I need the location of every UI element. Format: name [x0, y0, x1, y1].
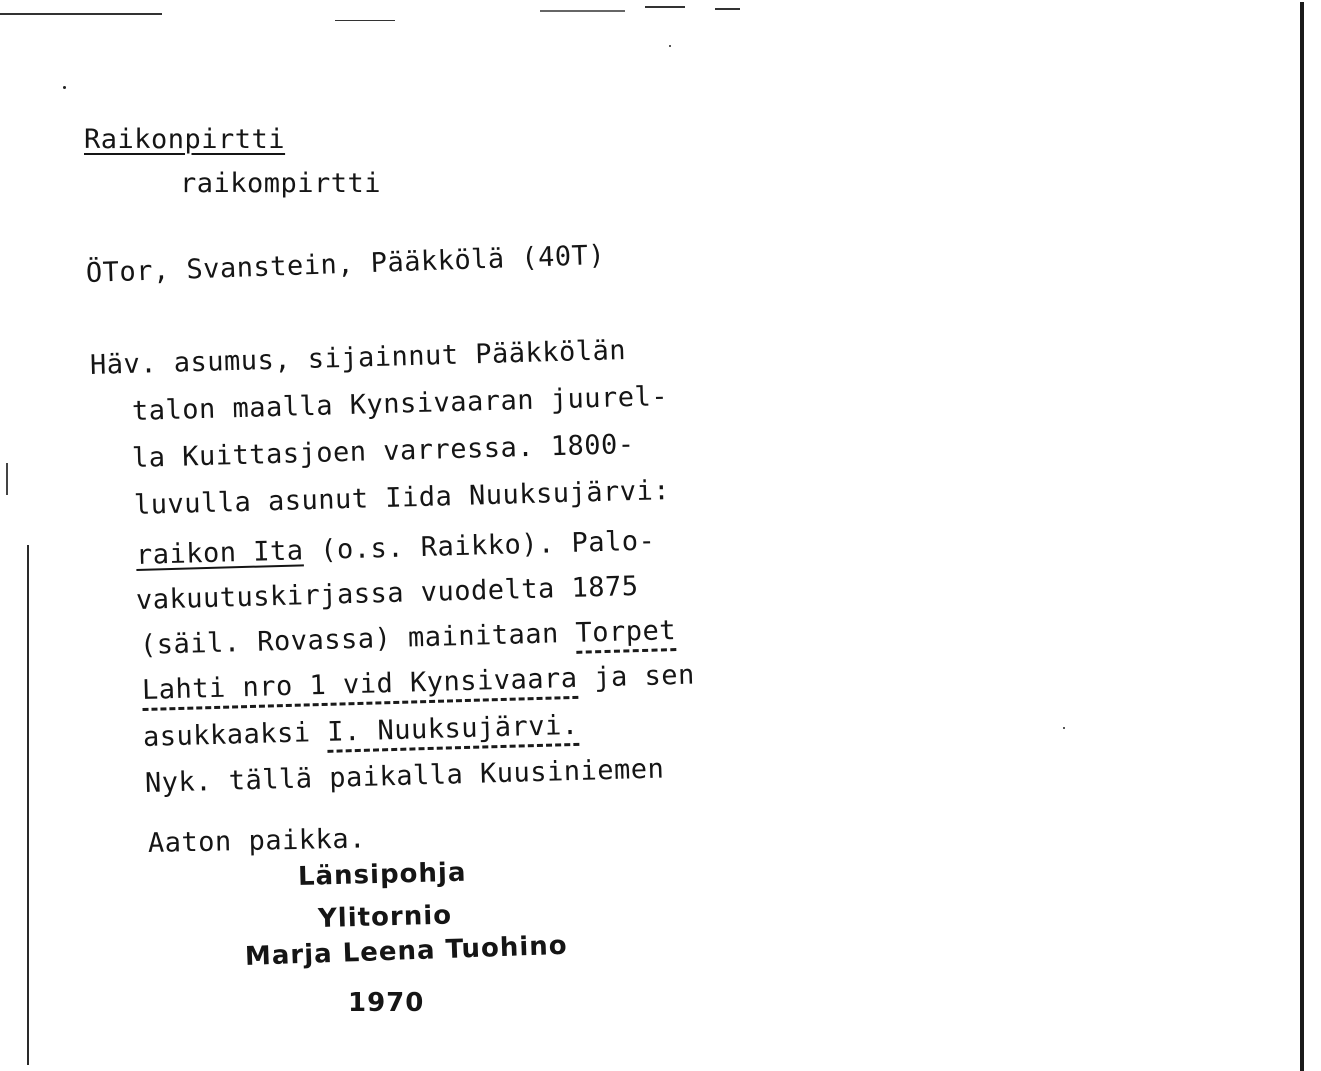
marked-text: Torpet: [575, 615, 677, 654]
body-line: Aaton paikka.: [147, 823, 367, 859]
underlined-name: raikon Ita: [135, 535, 304, 571]
body-line: [140, 615, 677, 661]
scan-edge-mark: [6, 463, 8, 495]
stamp-collector: Marja Leena Tuohino: [244, 930, 569, 972]
scan-top-line: [645, 6, 685, 8]
body-text: (o.s. Raikko). Palo-: [303, 525, 656, 567]
marked-text: Lahti nro 1 vid Kynsivaara: [142, 663, 578, 711]
body-text: asukkaaksi: [142, 716, 328, 753]
body-line: talon maalla Kynsivaaran juurel-: [131, 381, 669, 427]
marked-text: I. Nuuksujärvi.: [327, 710, 579, 753]
scan-speck: [1063, 727, 1065, 729]
stamp-year: 1970: [348, 988, 425, 1018]
body-line: Häv. asumus, sijainnut Pääkkölän: [89, 335, 627, 381]
scan-top-line: [335, 20, 395, 21]
scan-speck: [669, 45, 671, 47]
location-line: ÖTor, Svanstein, Pääkkölä (40T): [85, 239, 606, 289]
body-line: [136, 526, 656, 571]
scan-top-line: [0, 13, 162, 15]
body-line: [143, 710, 579, 753]
scan-top-line: [540, 10, 625, 12]
scan-speck: [63, 86, 66, 89]
stamp-parish: Ylitornio: [317, 900, 453, 934]
pronunciation: raikompirtti: [180, 168, 382, 199]
body-line: Nyk. tällä paikalla Kuusiniemen: [144, 753, 665, 799]
stamp-region: Länsipohja: [297, 857, 467, 892]
body-line: la Kuittasjoen varressa. 1800-: [131, 428, 635, 474]
scan-top-line: [715, 8, 740, 10]
body-line: vakuutuskirjassa vuodelta 1875: [135, 570, 639, 616]
body-text: (säil. Rovassa) mainitaan: [139, 617, 576, 661]
body-line: [142, 660, 696, 706]
body-text: ja sen: [577, 659, 696, 694]
body-line: luvulla asunut Iida Nuuksujärvi:: [133, 475, 671, 521]
scan-edge-right: [1300, 2, 1304, 1071]
headword: Raikonpirtti: [84, 124, 286, 155]
scan-edge-left: [27, 545, 29, 1065]
